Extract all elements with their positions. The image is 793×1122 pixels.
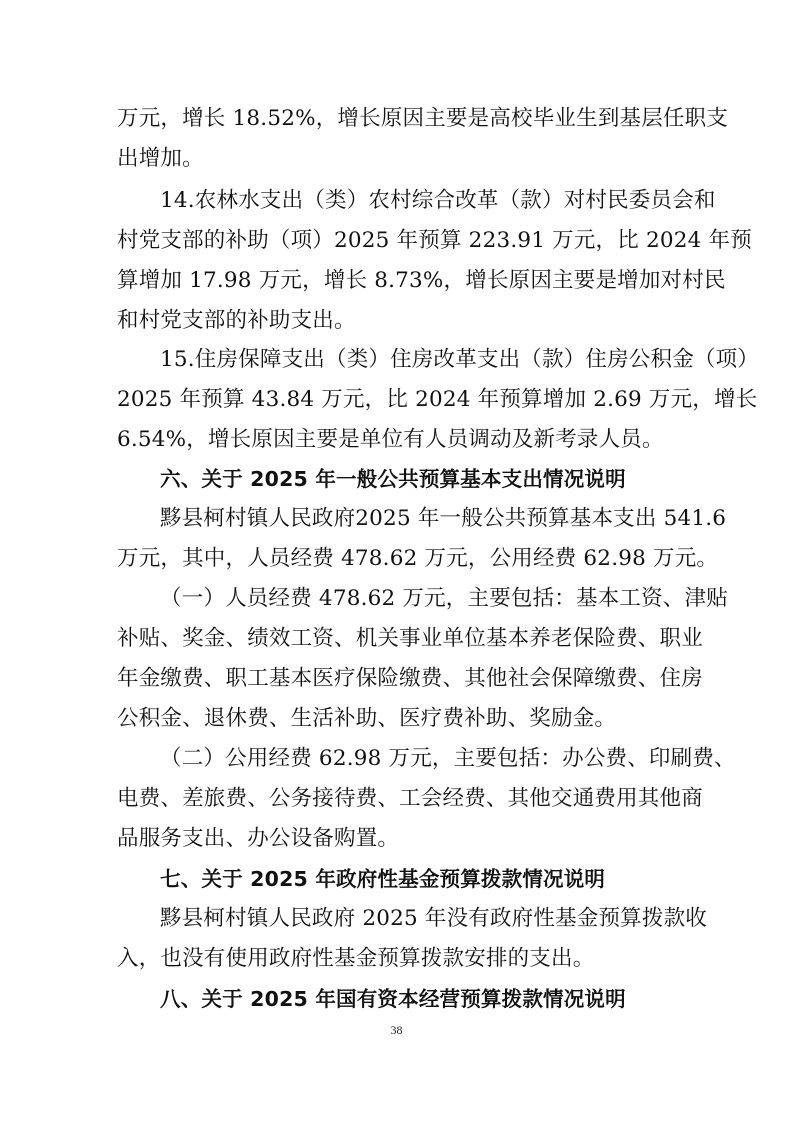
body-text-line: 6.54%，增长原因主要是单位有人员调动及新考录人员。: [117, 427, 664, 452]
body-text-line: 万元，增长 18.52%，增长原因主要是高校毕业生到基层任职支: [117, 106, 729, 131]
body-text-line: 15.住房保障支出（类）住房改革支出（款）住房公积金（项）: [160, 347, 759, 372]
body-text-line: 村党支部的补助（项）2025 年预算 223.91 万元，比 2024 年预: [117, 228, 752, 253]
body-text-line: 黟县柯村镇人民政府 2025 年没有政府性基金预算拨款收: [160, 906, 707, 931]
body-text-line: 品服务支出、办公设备购置。: [117, 826, 400, 851]
body-text-line: 2025 年预算 43.84 万元，比 2024 年预算增加 2.69 万元，增长: [117, 387, 758, 412]
body-text-line: 14.农林水支出（类）农村综合改革（款）对村民委员会和: [160, 188, 716, 213]
body-text-line: （一）人员经费 478.62 万元，主要包括：基本工资、津贴: [160, 586, 728, 611]
body-text-line: 补贴、奖金、绩效工资、机关事业单位基本养老保险费、职业: [117, 626, 703, 651]
body-text-line: 万元，其中，人员经费 478.62 万元，公用经费 62.98 万元。: [117, 546, 719, 571]
section-heading: 七、关于 2025 年政府性基金预算拨款情况说明: [160, 867, 606, 891]
body-text-line: 和村党支部的补助支出。: [117, 308, 356, 333]
section-heading: 八、关于 2025 年国有资本经营预算拨款情况说明: [160, 987, 626, 1011]
body-text-line: 年金缴费、职工基本医疗保险缴费、其他社会保障缴费、住房: [117, 666, 703, 691]
body-text-line: 黟县柯村镇人民政府2025 年一般公共预算基本支出 541.6: [160, 506, 727, 531]
body-text-line: 出增加。: [117, 146, 204, 171]
page-number: 38: [390, 1023, 403, 1037]
body-text-line: 算增加 17.98 万元，增长 8.73%，增长原因主要是增加对村民: [117, 268, 726, 293]
body-text-line: 电费、差旅费、公务接待费、工会经费、其他交通费用其他商: [117, 786, 703, 811]
body-text-line: 公积金、退休费、生活补助、医疗费补助、奖励金。: [117, 706, 617, 731]
body-text-line: 入，也没有使用政府性基金预算拨款安排的支出。: [117, 946, 595, 971]
body-text-line: （二）公用经费 62.98 万元，主要包括：办公费、印刷费、: [160, 746, 736, 771]
section-heading: 六、关于 2025 年一般公共预算基本支出情况说明: [160, 467, 626, 491]
